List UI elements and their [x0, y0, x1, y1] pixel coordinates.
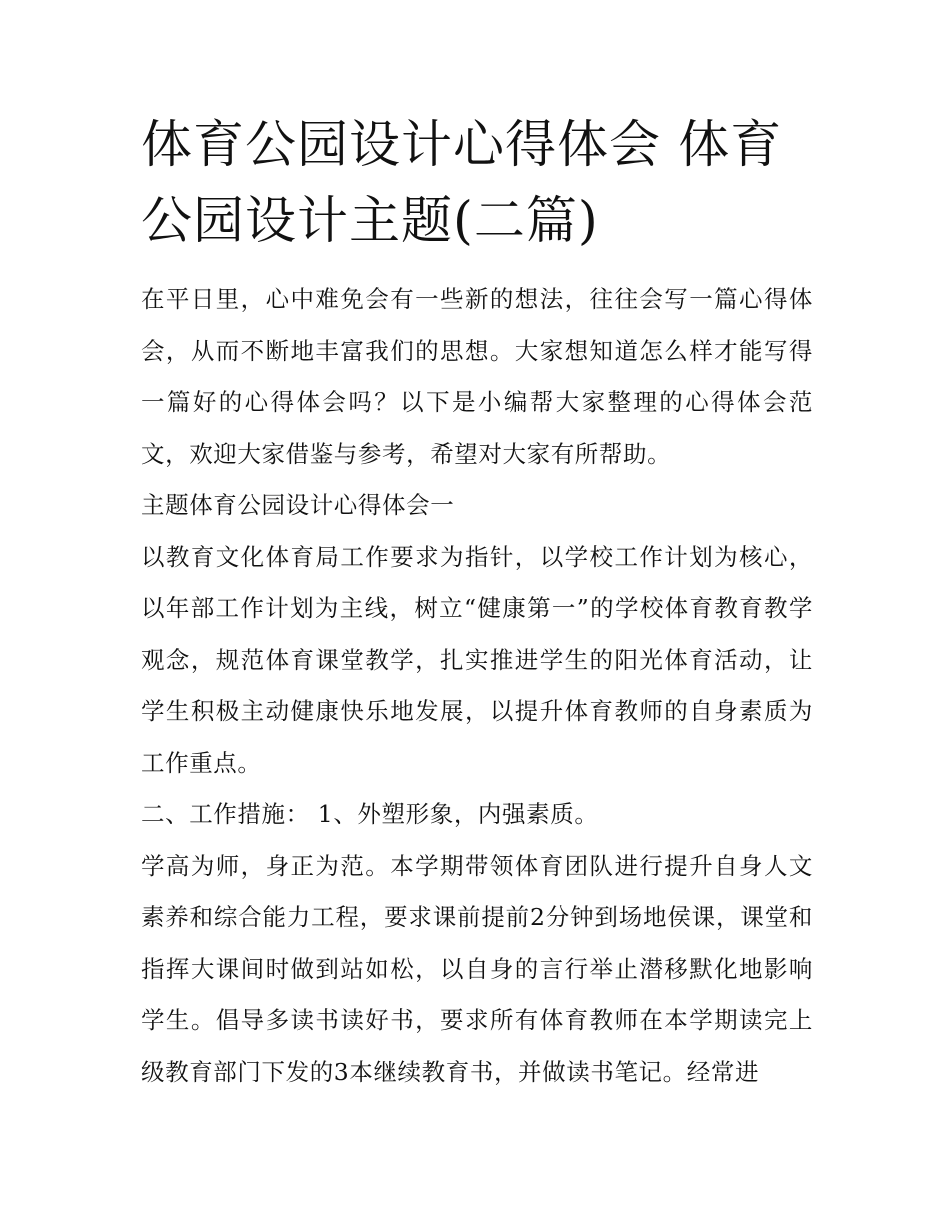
section-heading: 主题体育公园设计心得体会一	[141, 491, 455, 519]
body-paragraph: 学高为师，身正为范。本学期带领体育团队进行提升自身人文素养和综合能力工程，要求课前提前2分钟到场地侯课，课堂和指挥大课间时做到站如松，以自身的言行举止潜移默化地影响学生。倡导多读书读好书，要求所有体育教师在本学期读完上级教育部门下发的3本继续教育书，并做读书笔记。经常进	[141, 851, 813, 1086]
document-page	[141, 108, 813, 1098]
document-title: 体育公园设计心得体会 体育公园设计主题(二篇)	[141, 116, 783, 251]
body-paragraph: 以教育文化体育局工作要求为指针，以学校工作计划为核心，以年部工作计划为主线，树立“健康第一”的学校体育教育教学观念，规范体育课堂教学，扎实推进学生的阳光体育活动，让学生积极主动健康快乐地发展，以提升体育教师的自身素质为工作重点。	[141, 542, 813, 777]
intro-paragraph: 在平日里，心中难免会有一些新的想法，往往会写一篇心得体会，从而不断地丰富我们的思想。大家想知道怎么样才能写得一篇好的心得体会吗？以下是小编帮大家整理的心得体会范文，欢迎大家借鉴与参考，希望对大家有所帮助。	[141, 285, 813, 468]
measures-heading: 二、工作措施： 1、外塑形象，内强素质。	[141, 800, 599, 828]
